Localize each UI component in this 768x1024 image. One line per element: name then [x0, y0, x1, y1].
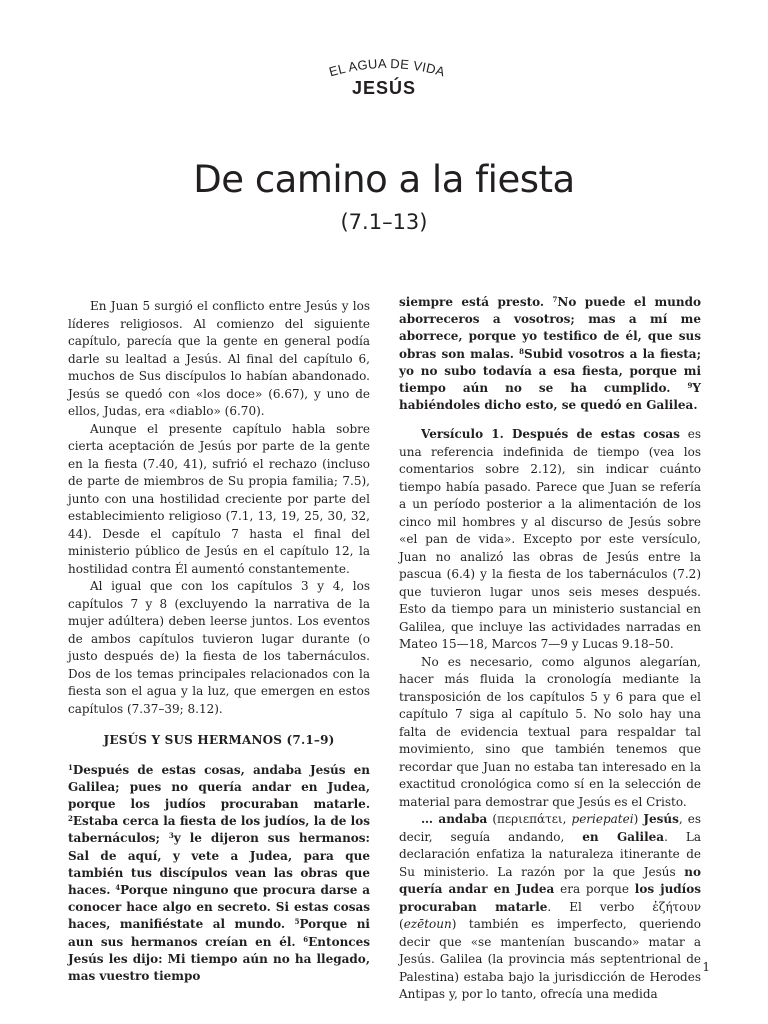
commentary-paragraph-3: [399, 811, 701, 1004]
commentary-paragraph-2: No es necesario, como algunos alegarían, hacer más fluida la cronología mediante la transposición de los capítulos 5 y 6 para que el capítulo 7 siga al capítulo 5. No solo hay una falta de evidencia textual para respaldar tal movimiento, sino que también tenemos que recordar que Juan no estaba tan interesado en la exactitud cronológica como sí en la selección de material para demostrar que Jesús es el Cristo.: [399, 654, 701, 809]
scripture-verse-2: Estaba cerca la fiesta de los judíos, la de los tabernáculos;: [68, 814, 370, 846]
scripture-verse-9: Y habiéndoles dicho esto, se quedó en Galilea.: [399, 381, 701, 413]
scripture-passage: $^1$Después de estas cosas, andaba Jesús en Galilea; pues no quería andar en Judea, porque los judíos procuraban matarle. $^2$Estaba cerca la fiesta de los judíos, la de los tabernáculos; $^3$y le dijeron sus hermanos: Sal de aquí, y vete a Judea, para que también tus discípulos vean las obras que haces. $^4$Porque ninguno que procura darse a conocer hace algo en secreto. Si estas cosas haces, manifiéstate al mundo. $^5$Porque ni aun sus hermanos creían en él. $^6$Entonces Jesús les dijo: Mi tiempo aún no ha llegado, mas vuestro tiempo: [68, 762, 370, 983]
text-fragment: era porque: [554, 882, 635, 897]
scripture-verse-4: Porque ninguno que procura darse a conocer hace algo en secreto. Si estas cosas haces, manifiéstate al mundo.: [68, 882, 370, 932]
chapter-title: De camino a la fiesta: [193, 158, 575, 201]
intro-paragraph-3: Al igual que con los capítulos 3 y 4, los capítulos 7 y 8 (excluyendo la narrativa de la mujer adúltera) deben leerse juntos. Los eventos de ambos capítulos tuvieron lugar durante (o justo después de) la fiesta de los tabernáculos. Dos de los temas principales relacionados con la fiesta son el agua y la luz, que emergen en estos capítulos (7.37–39; 8.12).: [68, 579, 370, 716]
verse-1-text: es una referencia indefinida de tiempo (vea los comentarios sobre 2.12), sin indicar cuánto tiempo había pasado. Parece que Juan se refería a un período posterior a la alimentación de los cinco mil hombres y al discurso de Jesús sobre «el pan de vida». Excepto por este versículo, Juan no analizó las obras de Jesús entre la pascua (6.4) y la fiesta de los tabernáculos (7.2) que tuvieron lugar unos seis meses después. Esto da tiempo para un ministerio sustancial en Galilea, que incluye las actividades narradas en Mateo 15—18, Marcos 7—9 y Lucas 9.18–50.: [399, 427, 702, 652]
transliteration: periepatei: [571, 812, 634, 827]
intro-paragraph-1: En Juan 5 surgió el conflicto entre Jesús y los líderes religiosos. Al comienzo del siguiente capítulo, parecía que la gente en general podía darle su lealtad a Jesús. Al final del capítulo 6, muchos de Sus discípulos lo habían abandonado. Jesús se quedó con «los doce» (6.67), y uno de ellos, Judas, era «diablo» (6.70).: [68, 299, 370, 418]
scripture-verse-6-end: siempre está presto.: [399, 295, 545, 309]
right-column: [399, 294, 701, 1004]
text-fragment: . La declaración enfatiza la naturaleza itinerante de Su ministerio. La razón por la que Jesús: [399, 829, 701, 879]
verse-1-commentary: [399, 426, 701, 654]
intro-paragraph-2: Aunque el presente capítulo habla sobre cierta aceptación de Jesús por parte de la gente en la fiesta (7.40, 41), sufrió el rechazo (incluso de parte de miembros de Su propia familia; 7.5), junto con una hostilidad creciente por parte del establecimiento religioso (7.1, 13, 19, 25, 30, 32, 44). Desde el capítulo 7 hasta el final del ministerio público de Jesús en el capítulo 12, la hostilidad contra Él aumentó constantemente.: [68, 421, 370, 576]
chapter-reference: (7.1–13): [340, 210, 428, 234]
section-heading: JESÚS Y SUS HERMANOS (7.1–9): [103, 733, 335, 747]
scripture-verse-3: y le dijeron sus hermanos: Sal de aquí, y vete a Judea, para que también tus discípulos vean las obras que haces.: [68, 831, 370, 897]
scripture-verse-5: Porque ni aun sus hermanos creían en él.: [68, 917, 370, 949]
phrase-galilea: en Galilea: [582, 829, 665, 844]
phrase-jesus: Jesús: [643, 812, 679, 827]
scripture-verse-7: No puede el mundo aborreceros a vosotros; mas a mí me aborrece, porque yo testifico de él, que sus obras son malas.: [399, 295, 701, 361]
scripture-verse-6: Entonces Jesús les dijo: Mi tiempo aún no ha llegado, mas vuestro tiempo: [68, 934, 370, 983]
scripture-verse-8: Subid vosotros a la fiesta; yo no subo todavía a esa fiesta, porque mi tiempo aún no se ha cumplido.: [399, 346, 701, 396]
phrase-matarle: los judíos procuraban matarle: [399, 882, 701, 914]
text-fragment: . El verbo ἐζήτουν (: [399, 899, 701, 932]
transliteration: ezētoun: [403, 917, 452, 932]
text-fragment: ): [633, 812, 644, 827]
series-title: EL AGUA DE VIDA: [327, 55, 447, 80]
text-fragment: ) también es imperfecto, queriendo decir que «se mantenían buscando» matar a Jesús. Galilea (la provincia más septentrional de Palestina) estaba bajo la jurisdicción de Herodes Antipas y, por lo tanto, ofrecía una medida: [399, 917, 701, 1002]
text-fragment: , es decir, seguía andando,: [399, 812, 702, 844]
scripture-verse-1: Después de estas cosas, andaba Jesús en Galilea; pues no quería andar en Judea, porque los judíos procuraban matarle.: [68, 762, 370, 811]
scripture-continuation: siempre está presto. $^7$No puede el mundo aborreceros a vosotros; mas a mí me aborrece, porque yo testifico de él, que sus obras son malas. $^8$Subid vosotros a la fiesta; yo no subo todavía a esa fiesta, porque mi tiempo aún no se ha cumplido. $^9$Y habiéndoles dicho esto, se quedó en Galilea.: [399, 295, 701, 413]
phrase-judea: no quería andar en Judea: [399, 864, 701, 897]
left-column: [68, 298, 370, 985]
book-title: JESÚS: [351, 78, 417, 98]
page-number: 1: [702, 960, 710, 974]
greek-term: (περιεπάτει,: [487, 812, 572, 827]
verse-1-label: Versículo 1. Después de estas cosas: [421, 427, 680, 442]
phrase-andaba: … andaba: [421, 812, 488, 827]
